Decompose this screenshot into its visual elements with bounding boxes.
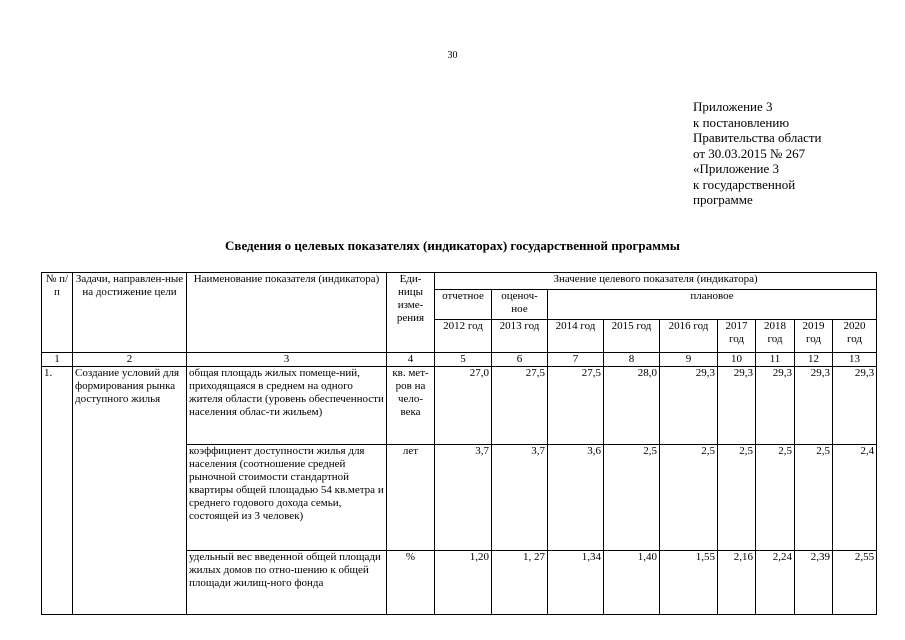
indicator-value: 2,39 [795,551,833,615]
indicator-value: 1,40 [604,551,660,615]
indicator-value: 2,5 [718,445,756,551]
appendix-note [693,99,822,208]
appendix-line: Приложение 3 [693,99,773,114]
header-indicator-name: Наименование показателя (индикатора) [187,273,387,353]
appendix-line: от 30.03.2015 № 267 [693,145,806,161]
header-tasks: Задачи, направлен-ные на достижение цели [73,273,187,353]
indicator-value: 2,55 [833,551,877,615]
appendix-line: программе [693,192,753,207]
header-year: 2013 год [492,320,548,353]
header-year: 2019 год [795,320,833,353]
indicator-value: 2,16 [718,551,756,615]
column-number: 11 [756,353,795,367]
appendix-line: к постановлению [693,114,790,130]
section-task: Создание условий для формирования рынка доступного жилья [73,367,187,615]
indicator-value: 1, 27 [492,551,548,615]
header-estimated: оценоч-ное [492,290,548,320]
indicator-value: 29,3 [795,367,833,445]
indicator-value: 2,4 [833,445,877,551]
column-number: 6 [492,353,548,367]
column-number: 1 [42,353,73,367]
indicator-name: удельный вес введенной общей площади жилых домов по отно-шению к общей площади жилищ-ного фонда [187,551,387,615]
indicator-value: 3,7 [492,445,548,551]
appendix-line: к государственной [693,176,796,192]
appendix-line: «Приложение 3 [693,161,780,176]
header-year: 2018 год [756,320,795,353]
column-number: 5 [435,353,492,367]
indicator-unit: лет [387,445,435,551]
indicator-value: 3,6 [548,445,604,551]
column-number: 13 [833,353,877,367]
indicator-value: 29,3 [756,367,795,445]
indicator-unit: % [387,551,435,615]
indicator-value: 2,24 [756,551,795,615]
column-number: 12 [795,353,833,367]
header-no: № п/п [42,273,73,353]
section-number: 1. [42,367,73,615]
indicators-table [41,272,877,615]
header-year: 2015 год [604,320,660,353]
header-unit: Еди-ницы изме-рения [387,273,435,353]
indicator-value: 27,5 [492,367,548,445]
column-number: 7 [548,353,604,367]
header-year: 2012 год [435,320,492,353]
indicator-unit: кв. мет-ров на чело-века [387,367,435,445]
column-number: 3 [187,353,387,367]
indicator-value: 2,5 [604,445,660,551]
indicator-value: 2,5 [756,445,795,551]
indicator-value: 28,0 [604,367,660,445]
indicator-name: общая площадь жилых помеще-ний, приходящаяся в среднем на одного жителя области (уровень обеспеченности населения облас-ти жильем) [187,367,387,445]
header-year: 2017 год [718,320,756,353]
indicator-value: 1,55 [660,551,718,615]
appendix-line: Правительства области [693,130,822,145]
document-title: Сведения о целевых показателях (индикаторах) государственной программы [225,238,680,253]
indicator-value: 3,7 [435,445,492,551]
indicator-value: 29,3 [833,367,877,445]
header-year: 2020 год [833,320,877,353]
indicator-value: 2,5 [795,445,833,551]
indicator-name: коэффициент доступности жилья для населения (соотношение средней рыночной стоимости стандартной квартиры общей площадью 54 кв.метра и среднего годового дохода семьи, состоящей из 3 человек) [187,445,387,551]
indicator-value: 29,3 [718,367,756,445]
indicator-value: 1,34 [548,551,604,615]
column-number: 10 [718,353,756,367]
column-number: 9 [660,353,718,367]
column-number: 2 [73,353,187,367]
column-number: 4 [387,353,435,367]
page-number: 30 [447,50,458,61]
indicator-value: 1,20 [435,551,492,615]
indicator-value: 27,5 [548,367,604,445]
indicator-value: 27,0 [435,367,492,445]
header-reported: отчетное [435,290,492,320]
header-year: 2016 год [660,320,718,353]
indicator-value: 29,3 [660,367,718,445]
indicator-value: 2,5 [660,445,718,551]
column-number: 8 [604,353,660,367]
table-row [42,367,877,445]
header-year: 2014 год [548,320,604,353]
header-value-group: Значение целевого показателя (индикатора) [435,273,877,290]
header-planned: плановое [548,290,877,320]
